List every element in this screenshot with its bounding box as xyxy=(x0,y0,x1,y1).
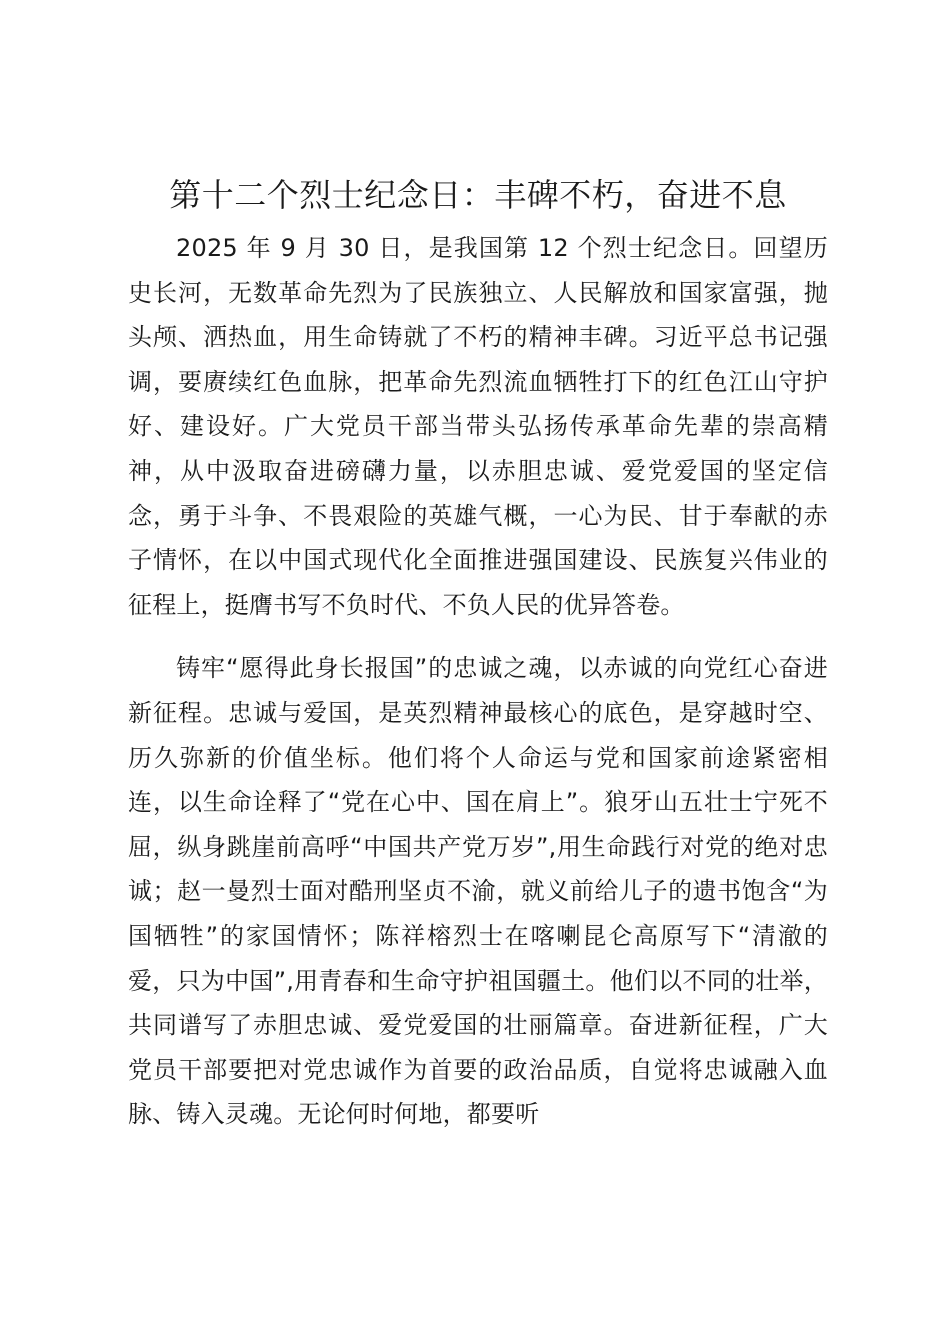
paragraph-loyalty: 铸牢“愿得此身长报国”的忠诚之魂，以赤诚的向党红心奋进新征程。忠诚与爱国，是英烈精神最核心的底色，是穿越时空、历久弥新的价值坐标。他们将个人命运与党和国家前途紧密相连，以生命诠释了“党在心中、国在肩上”。狼牙山五壮士宁死不屈，纵身跳崖前高呼“中国共产党万岁”,用生命践行对党的绝对忠诚；赵一曼烈士面对酷刑坚贞不渝，就义前给儿子的遗书饱含“为国牺牲”的家国情怀；陈祥榕烈士在喀喇昆仑高原写下“清澈的爱，只为中国”,用青春和生命守护祖国疆土。他们以不同的壮举，共同谱写了赤胆忠诚、爱党爱国的壮丽篇章。奋进新征程，广大党员干部要把对党忠诚作为首要的政治品质，自觉将忠诚融入血脉、铸入灵魂。无论何时何地，都要听 xyxy=(128,654,828,1129)
document-body xyxy=(128,226,828,1156)
paragraph-intro: 2025 年 9 月 30 日，是我国第 12 个烈士纪念日。回望历史长河，无数革命先烈为了民族独立、人民解放和国家富强，抛头颅、洒热血，用生命铸就了不朽的精神丰碑。习近平总书记强调，要赓续红色血脉，把革命先烈流血牺牲打下的红色江山守护好、建设好。广大党员干部当带头弘扬传承革命先辈的崇高精神，从中汲取奋进磅礴力量，以赤胆忠诚、爱党爱国的坚定信念，勇于斗争、不畏艰险的英雄气概，一心为民、甘于奉献的赤子情怀，在以中国式现代化全面推进强国建设、民族复兴伟业的征程上，挺膺书写不负时代、不负人民的优异答卷。 xyxy=(128,234,828,619)
document-title: 第十二个烈士纪念日：丰碑不朽，奋进不息 xyxy=(169,176,787,214)
